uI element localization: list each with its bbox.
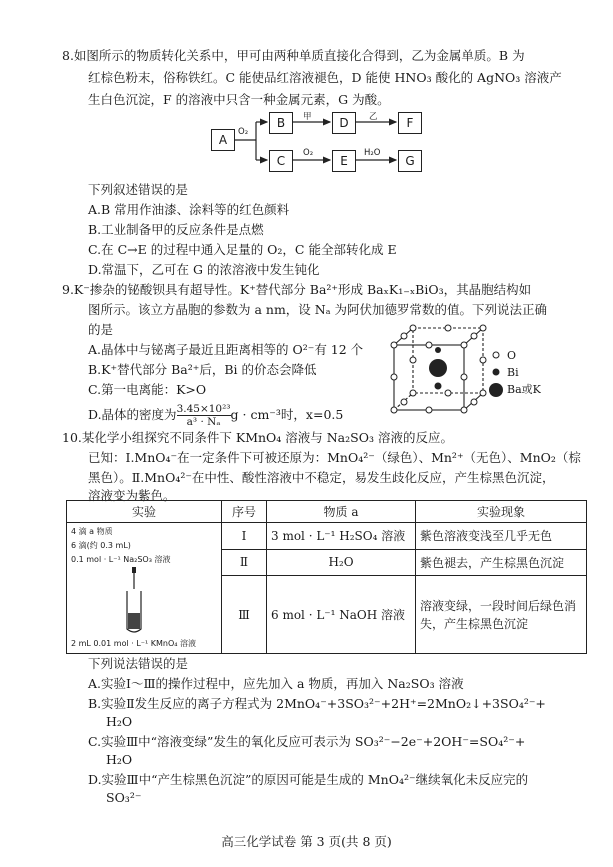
box-b: B (269, 112, 293, 134)
q10-option-c-line1: C.实验Ⅲ中“溶液变绿”发生的氧化反应可表示为 SO₃²⁻−2e⁻+2OH⁻=SO₄²⁻+ (88, 734, 526, 749)
setup-line-3: 0.1 mol · L⁻¹ Na₂SO₃ 溶液 (71, 555, 171, 564)
q10-stem-line3: 黑色）。Ⅱ.MnO₄²⁻在中性、酸性溶液中不稳定，易发生歧化反应，产生棕黑色沉淀， (88, 470, 555, 485)
row2-number: Ⅱ (222, 549, 267, 576)
q8-stem-line2: 红棕色粉末，俗称铁红。C 能使品红溶液褪色，D 能使 HNO₃ 酸化的 AgNO₃ 溶液产 (88, 70, 562, 85)
q9-option-d-pre: D.晶体的密度为 (88, 407, 177, 422)
legend-bi: Bi (507, 366, 519, 379)
header-number: 序号 (222, 501, 267, 523)
box-e: E (332, 150, 356, 172)
q9-option-a: A.晶体中与铋离子最近且距离相等的 O²⁻有 12 个 (88, 342, 364, 357)
flow-arrows (0, 0, 613, 200)
row3-number: Ⅲ (222, 576, 267, 654)
table-row (67, 523, 587, 550)
q9-option-b: B.K⁺替代部分 Ba²⁺后，Bi 的价态会降低 (88, 362, 317, 377)
q8-stem-line3: 生白色沉淀，F 的溶液中只含一种金属元素，G 为酸。 (88, 92, 390, 107)
header-substance: 物质 a (267, 501, 416, 523)
density-numerator: 3.45×10²³ (176, 403, 231, 415)
setup-line-2: 6 滴(约 0.3 mL) (71, 541, 131, 550)
row1-phenomenon: 紫色溶液变浅至几乎无色 (416, 523, 587, 550)
setup-line-4: 2 mL 0.01 mol · L⁻¹ KMnO₄ 溶液 (71, 639, 197, 648)
header-phenomenon: 实验现象 (416, 501, 587, 523)
density-fraction (177, 403, 231, 428)
q10-option-c-line2: H₂O (106, 752, 133, 767)
q8-prompt: 下列叙述错误的是 (88, 182, 189, 197)
q10-option-b-line2: H₂O (106, 714, 133, 729)
q10-option-b-line1: B.实验Ⅱ发生反应的离子方程式为 2MnO₄⁻+3SO₃²⁻+2H⁺=2MnO₂↓+3SO₄²⁻+ (88, 696, 546, 711)
row3-substance: 6 mol · L⁻¹ NaOH 溶液 (267, 576, 416, 654)
q10-stem-line2: 已知：Ⅰ.MnO₄⁻在一定条件下可被还原为：MnO₄²⁻（绿色）、Mn²⁺（无色）、MnO₂（棕 (88, 450, 581, 465)
box-d: D (332, 112, 356, 134)
q8-option-d: D.常温下，乙可在 G 的浓溶液中发生钝化 (88, 262, 320, 277)
header-experiment: 实验 (67, 501, 222, 523)
q9-option-d-post: g · cm⁻³时，x=0.5 (230, 407, 344, 422)
legend-ba-k: Ba或K (507, 383, 541, 396)
q10-stem-line1: 10.某化学小组探究不同条件下 KMnO₄ 溶液与 Na₂SO₃ 溶液的反应。 (62, 430, 453, 445)
box-f: F (398, 112, 422, 134)
row1-substance: 3 mol · L⁻¹ H₂SO₄ 溶液 (267, 523, 416, 550)
box-g: G (398, 150, 422, 172)
row1-number: Ⅰ (222, 523, 267, 550)
row3-phenomenon: 溶液变绿，一段时间后绿色消失，产生棕黑色沉淀 (416, 576, 587, 654)
q10-stem-line4: 溶液变为紫色。 (88, 488, 176, 503)
box-a: A (211, 129, 235, 151)
label-o2-a: O₂ (238, 127, 249, 137)
experiment-table (66, 500, 587, 654)
setup-line-1: 4 滴 a 物质 (71, 527, 113, 536)
label-o2-b: O₂ (303, 148, 314, 158)
legend-o: O (507, 349, 517, 362)
q10-option-d-line2: SO₃²⁻ (106, 790, 142, 805)
q9-option-c: C.第一电离能：K>O (88, 382, 207, 397)
box-c: C (269, 150, 293, 172)
q9-option-d (88, 402, 343, 428)
page-footer: 高三化学试卷 第 3 页(共 8 页) (221, 834, 392, 849)
test-tube-dropper-icon (119, 567, 149, 635)
q8-stem-line1: 8.如图所示的物质转化关系中，甲可由两种单质直接化合得到，乙为金属单质。B 为 (62, 48, 525, 63)
q8-option-b: B.工业制备甲的反应条件是点燃 (88, 222, 264, 237)
row2-phenomenon: 紫色褪去，产生棕黑色沉淀 (416, 549, 587, 576)
q9-stem-line2: 图所示。该立方晶胞的参数为 a nm，设 Nₐ 为阿伏加德罗常数的值。下列说法正确 (88, 302, 548, 317)
density-denominator: a³ · Nₐ (186, 416, 221, 428)
experiment-setup-cell (67, 523, 222, 654)
q8-option-a: A.B 常用作油漆、涂料等的红色颜料 (88, 202, 290, 217)
q9-stem-line3: 的是 (88, 322, 114, 337)
label-h2o: H₂O (364, 148, 381, 158)
q8-option-c: C.在 C→E 的过程中通入足量的 O₂，C 能全部转化成 E (88, 242, 397, 257)
q10-prompt: 下列说法错误的是 (88, 656, 189, 671)
label-yi: 乙 (369, 112, 378, 122)
table-header-row (67, 501, 587, 523)
q9-stem-line1: 9.K⁻掺杂的铋酸钡具有超导性。K⁺替代部分 Ba²⁺形成 BaₓK₁₋ₓBiO₃，其晶胞结构如 (62, 282, 532, 297)
q10-option-a: A.实验Ⅰ～Ⅲ的操作过程中，应先加入 a 物质，再加入 Na₂SO₃ 溶液 (88, 676, 464, 691)
crystal-cell-diagram (380, 320, 580, 420)
row2-substance: H₂O (267, 549, 416, 576)
q10-option-d-line1: D.实验Ⅲ中“产生棕黑色沉淀”的原因可能是生成的 MnO₄²⁻继续氧化未反应完的 (88, 772, 529, 787)
label-jia: 甲 (303, 112, 312, 122)
